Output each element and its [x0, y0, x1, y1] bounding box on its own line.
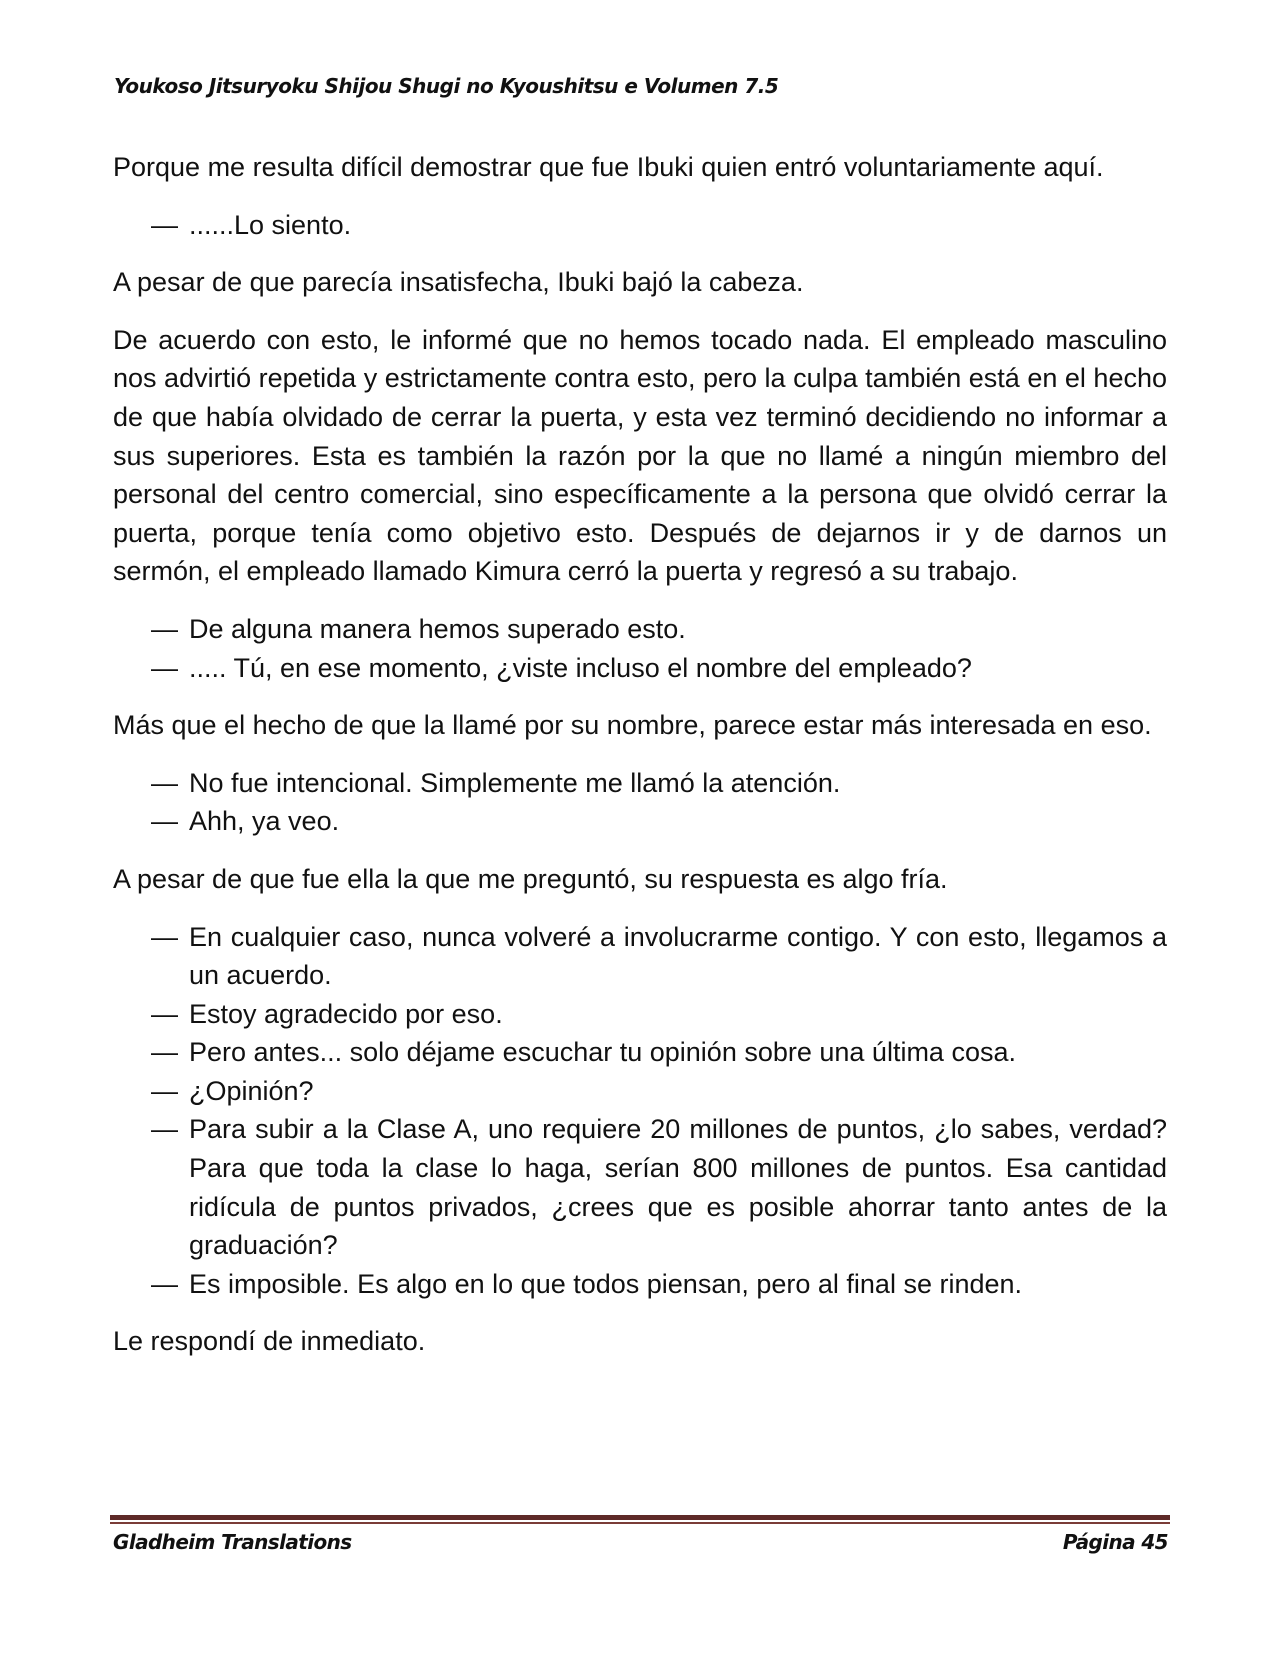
dialogue-dash: —	[151, 998, 178, 1029]
dialogue-line	[113, 1072, 1167, 1111]
dialogue-text: Pero antes... solo déjame escuchar tu opinión sobre una última cosa.	[189, 1037, 1016, 1068]
dialogue-text: No fue intencional. Simplemente me llamó la atención.	[189, 767, 841, 798]
dialogue-line	[113, 764, 1167, 803]
paragraph: A pesar de que fue ella la que me preguntó, su respuesta es algo fría.	[113, 863, 948, 894]
dialogue-dash: —	[151, 1268, 178, 1299]
dialogue-text: Es imposible. Es algo en lo que todos piensan, pero al final se rinden.	[189, 1268, 1023, 1299]
dialogue-block	[113, 918, 1167, 1304]
footer-publisher: Gladheim Translations	[113, 1530, 352, 1554]
dialogue-text: ..... Tú, en ese momento, ¿viste incluso el nombre del empleado?	[189, 652, 972, 683]
dialogue-dash: —	[151, 1114, 178, 1145]
dialogue-text: Para subir a la Clase A, uno requiere 20 millones de puntos, ¿lo sabes, verdad? Para que toda la clase lo haga, serían 800 millones de puntos. Esa cantidad ridícula de puntos privados, ¿crees que es posible ahorrar tanto antes de la graduación?	[189, 1114, 1167, 1261]
dialogue-dash: —	[151, 1075, 178, 1106]
dialogue-dash: —	[151, 806, 178, 837]
dialogue-text: Ahh, ya veo.	[189, 806, 340, 837]
paragraph: Porque me resulta difícil demostrar que fue Ibuki quien entró voluntariamente aquí.	[113, 152, 1104, 182]
dialogue-text: En cualquier caso, nunca volveré a involucrarme contigo. Y con esto, llegamos a un acuerdo.	[189, 921, 1167, 991]
footer-rule-thin	[110, 1522, 1170, 1524]
dialogue-dash: —	[151, 767, 178, 798]
running-header: Youkoso Jitsuryoku Shijou Shugi no Kyoushitsu e Volumen 7.5	[114, 74, 779, 98]
dialogue-text: Estoy agradecido por eso.	[189, 998, 503, 1029]
footer-rule	[110, 1515, 1170, 1520]
dialogue-text: De alguna manera hemos superado esto.	[189, 613, 686, 644]
paragraph: A pesar de que parecía insatisfecha, Ibuki bajó la cabeza.	[113, 267, 804, 298]
dialogue-line	[113, 206, 1167, 245]
dialogue-text: ¿Opinión?	[189, 1075, 314, 1106]
dialogue-line	[113, 995, 1167, 1034]
dialogue-line	[113, 1265, 1167, 1304]
dialogue-dash: —	[151, 209, 178, 240]
page-number: Página 45	[1062, 1530, 1168, 1554]
paragraph: Le respondí de inmediato.	[113, 1326, 426, 1357]
dialogue-block	[113, 610, 1167, 687]
dialogue-dash: —	[151, 1037, 178, 1068]
dialogue-line	[113, 802, 1167, 841]
dialogue-block	[113, 764, 1167, 841]
dialogue-dash: —	[151, 921, 178, 952]
dialogue-text: ......Lo siento.	[189, 209, 352, 240]
dialogue-line	[113, 918, 1167, 995]
dialogue-line	[113, 649, 1167, 688]
page-body	[113, 148, 1167, 1380]
dialogue-line	[113, 1110, 1167, 1264]
dialogue-dash: —	[151, 613, 178, 644]
paragraph: Más que el hecho de que la llamé por su nombre, parece estar más interesada en eso.	[113, 710, 1152, 741]
dialogue-line	[113, 610, 1167, 649]
dialogue-line	[113, 1033, 1167, 1072]
dialogue-block	[113, 206, 1167, 245]
dialogue-dash: —	[151, 652, 178, 683]
paragraph: De acuerdo con esto, le informé que no hemos tocado nada. El empleado masculino nos advirtió repetida y estrictamente contra esto, pero la culpa también está en el hecho de que había olvidado de cerrar la puerta, y esta vez terminó decidiendo no informar a sus superiores. Esta es también la razón por la que no llamé a ningún miembro del personal del centro comercial, sino específicamente a la persona que olvidó cerrar la puerta, porque tenía como objetivo esto. Después de dejarnos ir y de darnos un sermón, el empleado llamado Kimura cerró la puerta y regresó a su trabajo.	[113, 324, 1167, 587]
